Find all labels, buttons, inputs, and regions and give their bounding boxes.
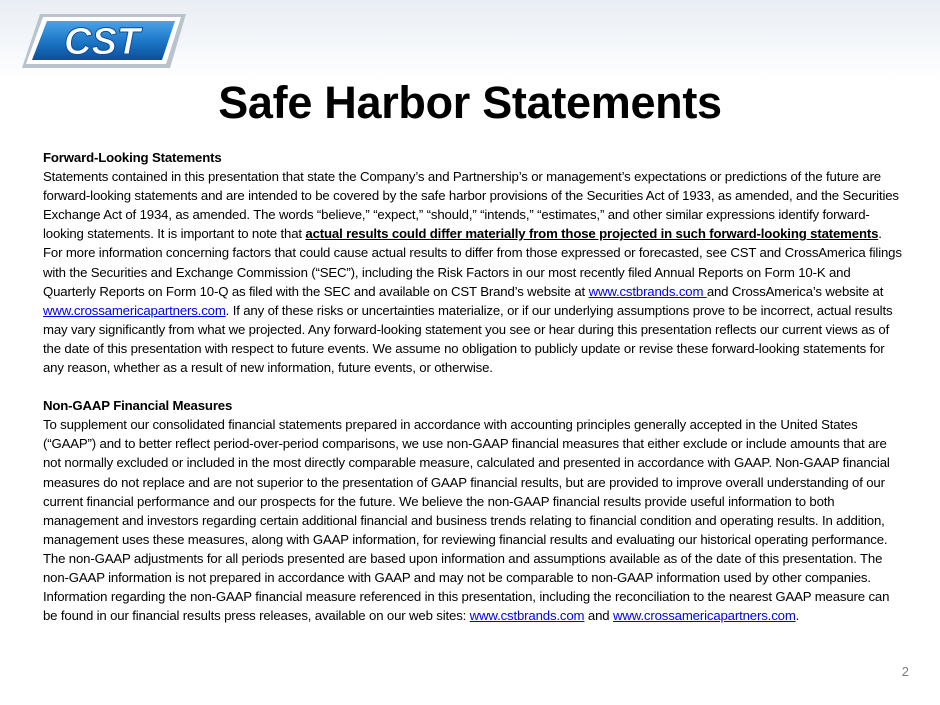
body-content [43,148,903,625]
forward-looking-text-2: . For more information concerning factors that could cause actual results to differ from those expressed or forecasted, see CST and CrossAmerica filings with the Securities and Exchange Commission (“SEC”), including the Risk Factors in our most recently filed Annual Reports on Form 10-K and Quarterly Reports on Form 10-Q as filed with the SEC and available on CST Brand’s website at [43,226,902,299]
crossamerica-link[interactable]: www.crossamericapartners.com [43,302,226,318]
logo-text: CST [64,21,140,63]
non-gaap-heading: Non-GAAP Financial Measures [43,398,233,414]
forward-looking-paragraph [43,167,903,377]
forward-looking-text-4: . If any of these risks or uncertainties materialize, or if our underlying assumptions prove to be incorrect, actual results may vary significantly from what we projected. Any forward-looking statement you see or hear during this presentation reflects our current views as of the date of this presentation with respect to future events. We assume no obligation to publicly update or revise these forward-looking statements for any reason, whether as a result of new information, future events, or otherwise. [43,302,893,376]
forward-looking-heading: Forward-Looking Statements [43,150,222,165]
cst-logo [18,8,190,74]
page-number: 2 [901,664,909,679]
crossamerica-link-2[interactable]: www.crossamericapartners.com [612,608,796,624]
non-gaap-text-3: . [795,608,800,624]
cstbrands-link-2[interactable]: www.cstbrands.com [469,608,585,624]
forward-looking-text-3: and CrossAmerica’s website at [706,283,884,299]
non-gaap-text-1: To supplement our consolidated financial statements prepared in accordance with accounting principles generally accepted in the United States (“GAAP”) and to better reflect period-over-period comparisons, we use non-GAAP financial measures that either exclude or include amounts that are not normally excluded or included in the most directly comparable measure, calculated and presented in accordance with GAAP. Non-GAAP financial measures do not replace and are not superior to the presentation of GAAP financial results, but are provided to improve overall understanding of our current financial performance and our prospects for the future. We believe the non-GAAP financial results provide useful information to both management and investors regarding certain additional financial and business trends relating to financial condition and operating results. In addition, management uses these measures, along with GAAP information, for reviewing financial results and evaluating our historical operating performance. The non-GAAP adjustments for all periods presented are based upon information and assumptions available as of the date of this presentation. The non-GAAP information is not prepared in accordance with GAAP and may not be comparable to non-GAAP information used by other companies. Information regarding the non-GAAP financial measure referenced in this presentation, including the reconciliation to the nearest GAAP measure can be found in our financial results press releases, available on our web sites: [43,417,890,624]
forward-looking-emphasis: actual results could differ materially from those projected in such forward-looking statements [305,226,879,242]
non-gaap-text-2: and [584,608,613,624]
section-spacer [43,377,903,396]
cstbrands-link[interactable]: www.cstbrands.com [588,283,707,299]
non-gaap-paragraph [43,415,903,625]
forward-looking-text-1: Statements contained in this presentation that state the Company’s and Partnership’s or management’s expectations or predictions of the future are forward-looking statements and are intended to be covered by the safe harbor provisions of the Securities Act of 1933, as amended, and the Securities Exchange Act of 1934, as amended. The words “believe,” “expect,” “should,” “intends,” “estimates,” and other similar expressions identify forward-looking statements. It is important to note that [43,169,899,242]
page-title: Safe Harbor Statements [218,77,722,128]
